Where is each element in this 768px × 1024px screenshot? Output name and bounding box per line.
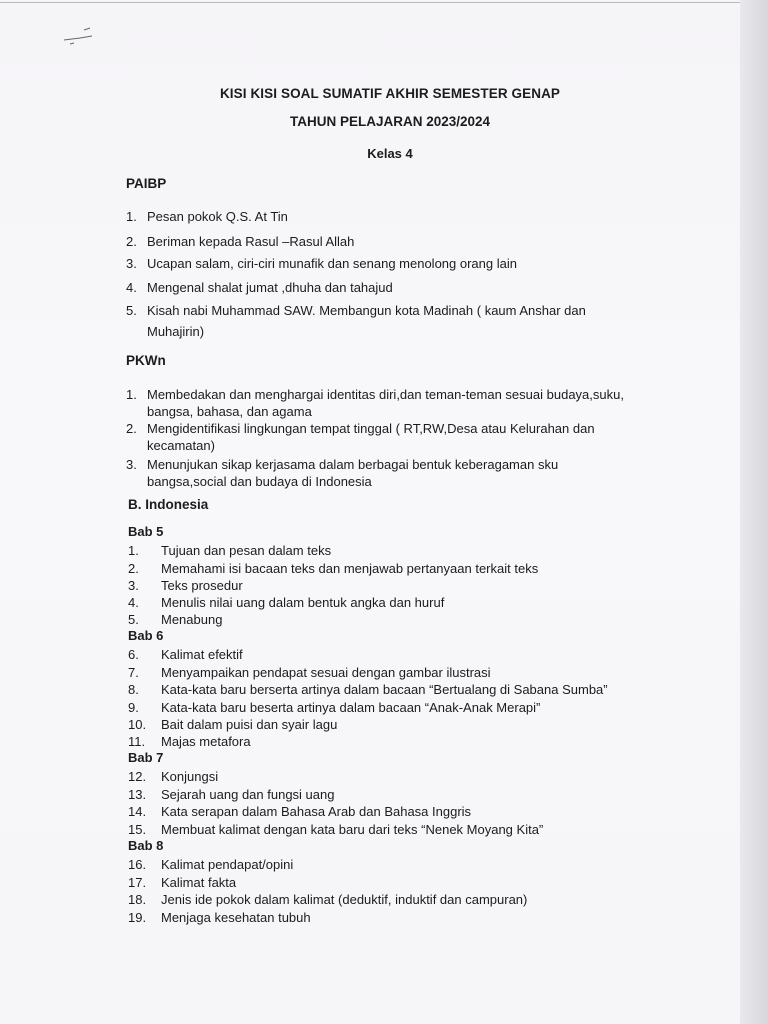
item-text: Mengidentifikasi lingkungan tempat tinggal ( RT,RW,Desa atau Kelurahan dan (147, 421, 595, 436)
item-number: 8. (128, 682, 139, 697)
pen-mark-scribble (60, 20, 120, 50)
item-text: Memahami isi bacaan teks dan menjawab pertanyaan terkait teks (161, 561, 539, 576)
item-number: 12. (128, 769, 147, 784)
item-text: Kalimat efektif (161, 647, 243, 662)
item-number: 11. (128, 734, 146, 749)
item-text: Jenis ide pokok dalam kalimat (deduktif, induktif dan campuran) (161, 892, 528, 907)
chapter-heading-bab5: Bab 5 (128, 524, 164, 539)
item-text-continued: bangsa, bahasa, dan agama (147, 404, 312, 419)
item-text: Kata-kata baru berserta artinya dalam bacaan “Bertualang di Sabana Sumba” (161, 682, 608, 697)
document-title: KISI KISI SOAL SUMATIF AKHIR SEMESTER GENAP (219, 86, 561, 101)
item-text: Bait dalam puisi dan syair lagu (161, 717, 338, 732)
item-number: 2. (126, 234, 137, 249)
item-text: Menunjukan sikap kerjasama dalam berbagai bentuk keberagaman sku (147, 457, 559, 472)
item-text: Mengenal shalat jumat ,dhuha dan tahajud (147, 280, 393, 295)
item-number: 3. (126, 457, 137, 472)
item-text: Konjungsi (161, 769, 219, 784)
list-item (126, 456, 726, 492)
item-number: 13. (128, 787, 147, 802)
item-number: 6. (128, 647, 139, 662)
item-text-continued: Muhajirin) (147, 324, 205, 339)
item-text: Kata-kata baru beserta artinya dalam bacaan “Anak-Anak Merapi” (161, 700, 541, 715)
list-item (126, 302, 706, 342)
item-number: 9. (128, 700, 139, 715)
chapter-heading-bab8: Bab 8 (128, 838, 164, 853)
item-number: 4. (128, 595, 139, 610)
item-text: Menulis nilai uang dalam bentuk angka dan huruf (161, 595, 445, 610)
section-heading-pkwn: PKWn (126, 353, 166, 368)
item-number: 2. (128, 561, 139, 576)
item-text-continued: kecamatan) (147, 438, 215, 453)
item-text: Kata serapan dalam Bahasa Arab dan Bahasa Inggris (161, 804, 472, 819)
class-label: Kelas 4 (367, 146, 413, 161)
item-number: 1. (128, 543, 139, 558)
chapter-heading-bab6: Bab 6 (128, 628, 164, 643)
item-text: Menyampaikan pendapat sesuai dengan gambar ilustrasi (161, 665, 491, 680)
item-number: 18. (128, 892, 147, 907)
item-number: 10. (128, 717, 147, 732)
item-text: Pesan pokok Q.S. At Tin (147, 209, 288, 224)
item-number: 5. (126, 303, 137, 318)
item-number: 5. (128, 612, 139, 627)
item-text: Membedakan dan menghargai identitas diri,dan teman-teman sesuai budaya,suku, (147, 387, 624, 402)
item-text: Kisah nabi Muhammad SAW. Membangun kota Madinah ( kaum Anshar dan (147, 303, 586, 318)
item-number: 7. (128, 665, 139, 680)
item-text-continued: bangsa,social dan budaya di Indonesia (147, 474, 372, 489)
section-heading-paibp: PAIBP (126, 176, 167, 191)
background-edge (740, 0, 768, 1024)
paper-top-edge (0, 2, 740, 3)
item-text: Teks prosedur (161, 578, 243, 593)
item-number: 1. (126, 387, 137, 402)
item-number: 15. (128, 822, 147, 837)
item-number: 1. (126, 209, 137, 224)
item-text: Kalimat fakta (161, 875, 237, 890)
item-number: 19. (128, 910, 147, 925)
item-text: Kalimat pendapat/opini (161, 857, 294, 872)
item-text: Beriman kepada Rasul –Rasul Allah (147, 234, 355, 249)
item-text: Tujuan dan pesan dalam teks (161, 543, 332, 558)
item-number: 14. (128, 804, 147, 819)
item-text: Menabung (161, 612, 223, 627)
item-text: Sejarah uang dan fungsi uang (161, 787, 335, 802)
item-text: Menjaga kesehatan tubuh (161, 910, 311, 925)
item-number: 3. (126, 256, 137, 271)
item-number: 3. (128, 578, 139, 593)
item-text: Ucapan salam, ciri-ciri munafik dan senang menolong orang lain (147, 256, 517, 271)
list-item (126, 420, 726, 456)
item-number: 17. (128, 875, 147, 890)
item-number: 4. (126, 280, 137, 295)
item-number: 2. (126, 421, 137, 436)
list-item (126, 386, 726, 422)
academic-year-title: TAHUN PELAJARAN 2023/2024 (289, 114, 491, 129)
item-text: Membuat kalimat dengan kata baru dari teks “Nenek Moyang Kita” (161, 822, 544, 837)
chapter-heading-bab7: Bab 7 (128, 750, 164, 765)
item-number: 16. (128, 857, 147, 872)
section-heading-bahasa-indonesia: B. Indonesia (128, 497, 209, 512)
item-text: Majas metafora (161, 734, 251, 749)
